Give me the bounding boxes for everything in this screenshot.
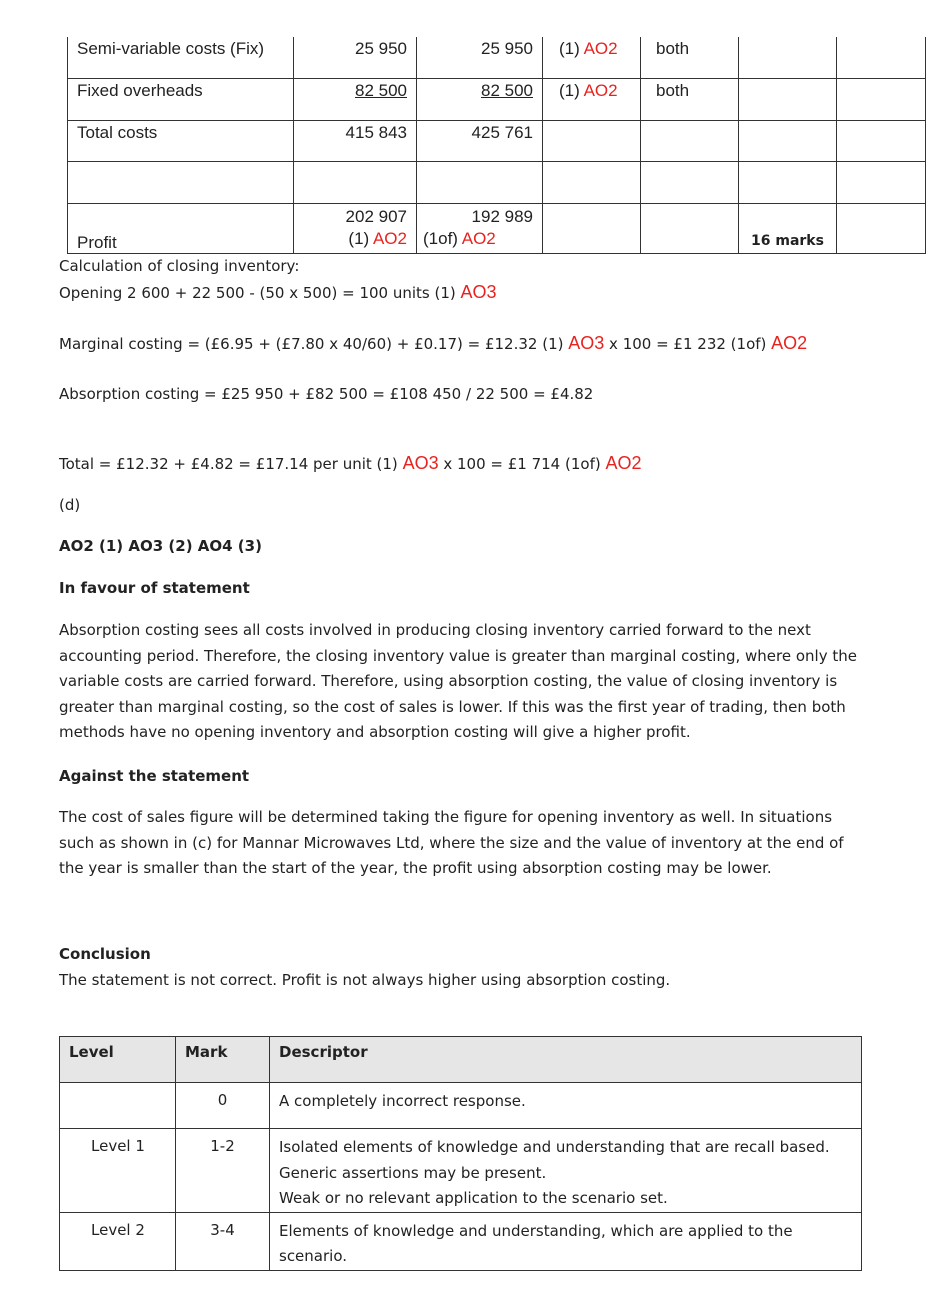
empty-cell	[543, 203, 641, 253]
empty-cell	[641, 161, 739, 203]
table-row	[68, 37, 926, 78]
marginal-value: 25 950	[294, 37, 417, 78]
level-row	[60, 1129, 862, 1213]
empty-cell	[641, 120, 739, 161]
mark-prefix: (1)	[559, 80, 584, 100]
absorption-value: 425 761	[417, 120, 543, 161]
mark-header: Mark	[176, 1037, 270, 1083]
empty-cell	[837, 78, 926, 120]
marginal-value: 82 500	[294, 78, 417, 120]
mark-cell: 0	[176, 1083, 270, 1129]
against-text: The cost of sales figure will be determined taking the figure for opening inventory as well. In situations such as shown in (c) for Mannar Microwaves Ltd, where the size and the value of inventory at the end of the year is smaller than the start of the year, the profit using absorption costing may be lower.	[59, 808, 844, 877]
table-row	[68, 161, 926, 203]
profit-row	[68, 203, 926, 253]
marginal-value: 415 843	[294, 120, 417, 161]
total-calc: Total = £12.32 + £4.82 = £17.14 per unit (1) AO3 x 100 = £1 714 (1of) AO2	[59, 453, 642, 473]
level-cell	[60, 1083, 176, 1129]
conclusion-text: The statement is not correct. Profit is not always higher using absorption costing.	[59, 971, 671, 989]
level-table	[59, 1036, 862, 1271]
row-label: Semi-variable costs (Fix)	[68, 37, 294, 78]
both-cell: both	[641, 37, 739, 78]
empty-cell	[68, 161, 294, 203]
descriptor-cell: Elements of knowledge and understanding, which are applied to the scenario.	[270, 1212, 862, 1270]
level-row	[60, 1083, 862, 1129]
table-row	[68, 120, 926, 161]
mark-cell: 1-2	[176, 1129, 270, 1213]
level-row	[60, 1212, 862, 1270]
absorption-value: 25 950	[417, 37, 543, 78]
level-cell: Level 1	[60, 1129, 176, 1213]
ao-label: AO2	[583, 80, 618, 100]
empty-cell	[543, 120, 641, 161]
mark-cell	[543, 37, 641, 78]
descriptor-cell: A completely incorrect response.	[270, 1083, 862, 1129]
absorption-calc: Absorption costing = £25 950 + £82 500 = £108 450 / 22 500 = £4.82	[59, 385, 594, 403]
absorption-value: 82 500	[417, 78, 543, 120]
row-label: Total costs	[68, 120, 294, 161]
conclusion-heading: Conclusion	[59, 945, 151, 963]
empty-cell	[837, 120, 926, 161]
level-header: Level	[60, 1037, 176, 1083]
total-marks: 16 marks	[739, 203, 837, 253]
empty-cell	[294, 161, 417, 203]
favour-heading: In favour of statement	[59, 579, 250, 597]
mark-cell: 3-4	[176, 1212, 270, 1270]
profit-absorption: 192 989 (1of) AO2	[417, 203, 543, 253]
descriptor-header: Descriptor	[270, 1037, 862, 1083]
empty-cell	[641, 203, 739, 253]
row-label: Fixed overheads	[68, 78, 294, 120]
empty-cell	[739, 120, 837, 161]
mark-cell	[543, 78, 641, 120]
empty-cell	[837, 37, 926, 78]
empty-cell	[417, 161, 543, 203]
empty-cell	[837, 161, 926, 203]
mark-prefix: (1)	[559, 39, 584, 58]
level-cell: Level 2	[60, 1212, 176, 1270]
profit-label: Profit	[68, 203, 294, 253]
both-cell: both	[641, 78, 739, 120]
cost-table	[67, 37, 926, 254]
opening-calc: Opening 2 600 + 22 500 - (50 x 500) = 100 units (1) AO3	[59, 282, 497, 302]
against-heading: Against the statement	[59, 767, 250, 785]
part-d-label: (d)	[59, 496, 81, 514]
empty-cell	[837, 203, 926, 253]
profit-marginal: 202 907 (1) AO2	[294, 203, 417, 253]
ao-label: AO2	[583, 39, 618, 58]
table-row	[68, 78, 926, 120]
marginal-calc: Marginal costing = (£6.95 + (£7.80 x 40/60) + £0.17) = £12.32 (1) AO3 x 100 = £1 232 (1of) AO2	[59, 333, 808, 353]
favour-text: Absorption costing sees all costs involved in producing closing inventory carried forward to the next accounting period. Therefore, the closing inventory value is greater than marginal costing, where only the variable costs are carried forward. Therefore, using absorption costing, the value of closing inventory is greater than marginal costing, so the cost of sales is lower. If this was the first year of trading, then both methods have no opening inventory and absorption costing will give a higher profit.	[59, 621, 857, 741]
empty-cell	[739, 78, 837, 120]
descriptor-cell: Isolated elements of knowledge and understanding that are recall based. Generic assertions may be present. Weak or no relevant application to the scenario set.	[270, 1129, 862, 1213]
empty-cell	[739, 37, 837, 78]
empty-cell	[543, 161, 641, 203]
level-header-row	[60, 1037, 862, 1083]
empty-cell	[739, 161, 837, 203]
ao-summary: AO2 (1) AO3 (2) AO4 (3)	[59, 537, 262, 555]
closing-heading: Calculation of closing inventory:	[59, 257, 300, 275]
